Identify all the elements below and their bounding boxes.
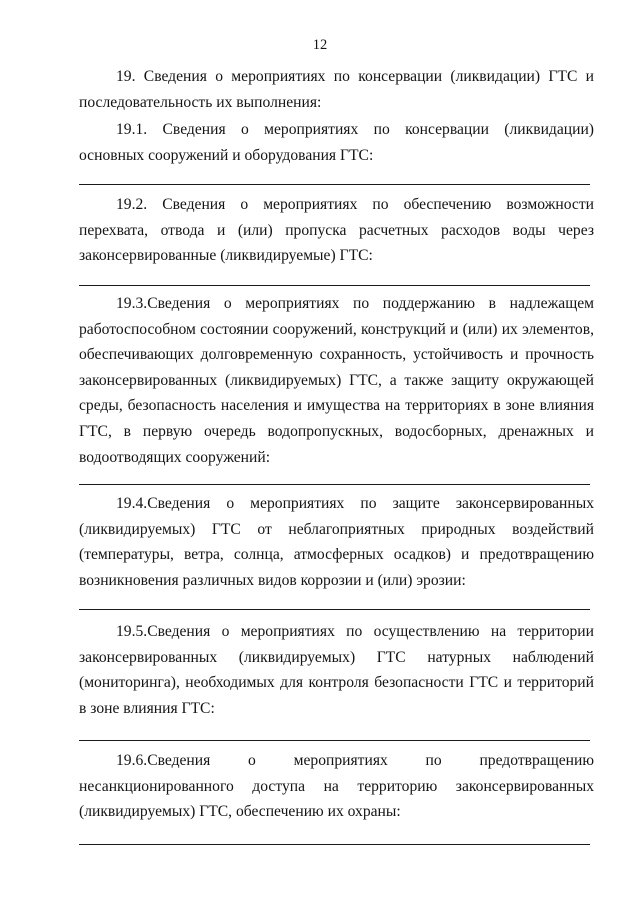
section-19-5-answer-line: [79, 740, 590, 741]
section-19-4-text: 19.4.Сведения о мероприятиях по защите законсервированных (ликвидируемых) ГТС от неблагоприятных природных воздействий (температуры, ветра, солнца, атмосферных осадков) и предотвращению возникновения различных видов коррозии и (или) эрозии:: [79, 495, 594, 589]
section-19-1-text: 19.1. Сведения о мероприятиях по консервации (ликвидации) основных сооружений и оборудования ГТС:: [79, 121, 594, 164]
section-19-4-answer-line: [79, 609, 590, 610]
section-19-text: 19. Сведения о мероприятиях по консервации (ликвидации) ГТС и последовательность их выполнения:: [79, 68, 594, 111]
section-19-2-text: 19.2. Сведения о мероприятиях по обеспечению возможности перехвата, отвода и (или) пропуска расчетных расходов воды через законсервированные (ликвидируемые) ГТС:: [79, 196, 594, 265]
section-19-5-text: 19.5.Сведения о мероприятиях по осуществлению на территории законсервированных (ликвидируемых) ГТС натурных наблюдений (мониторинга), необходимых для контроля безопасности ГТС и территорий в зоне влияния ГТС:: [79, 623, 594, 717]
page-number: 12: [312, 37, 328, 53]
section-19-3-answer-line: [79, 484, 590, 485]
section-19-3-text: 19.3.Сведения о мероприятиях по поддержанию в надлежащем работоспособном состоянии сооружений, конструкций и (или) их элементов, обеспечивающих долговременную сохранность, устойчивость и прочность законсервированных (ликвидируемых) ГТС, а также защиту окружающей среды, безопасность населения и имущества на территориях в зоне влияния ГТС, в первую очередь водопропускных, водосборных, дренажных и водоотводящих сооружений:: [79, 295, 594, 466]
section-19-2-answer-line: [79, 285, 590, 286]
section-19-1-answer-line: [79, 184, 590, 185]
section-19-6-answer-line: [79, 844, 590, 845]
section-19-6-text: 19.6.Сведения о мероприятиях по предотвращению несанкционированного доступа на территорию законсервированных (ликвидируемых) ГТС, обеспечению их охраны:: [79, 752, 594, 821]
